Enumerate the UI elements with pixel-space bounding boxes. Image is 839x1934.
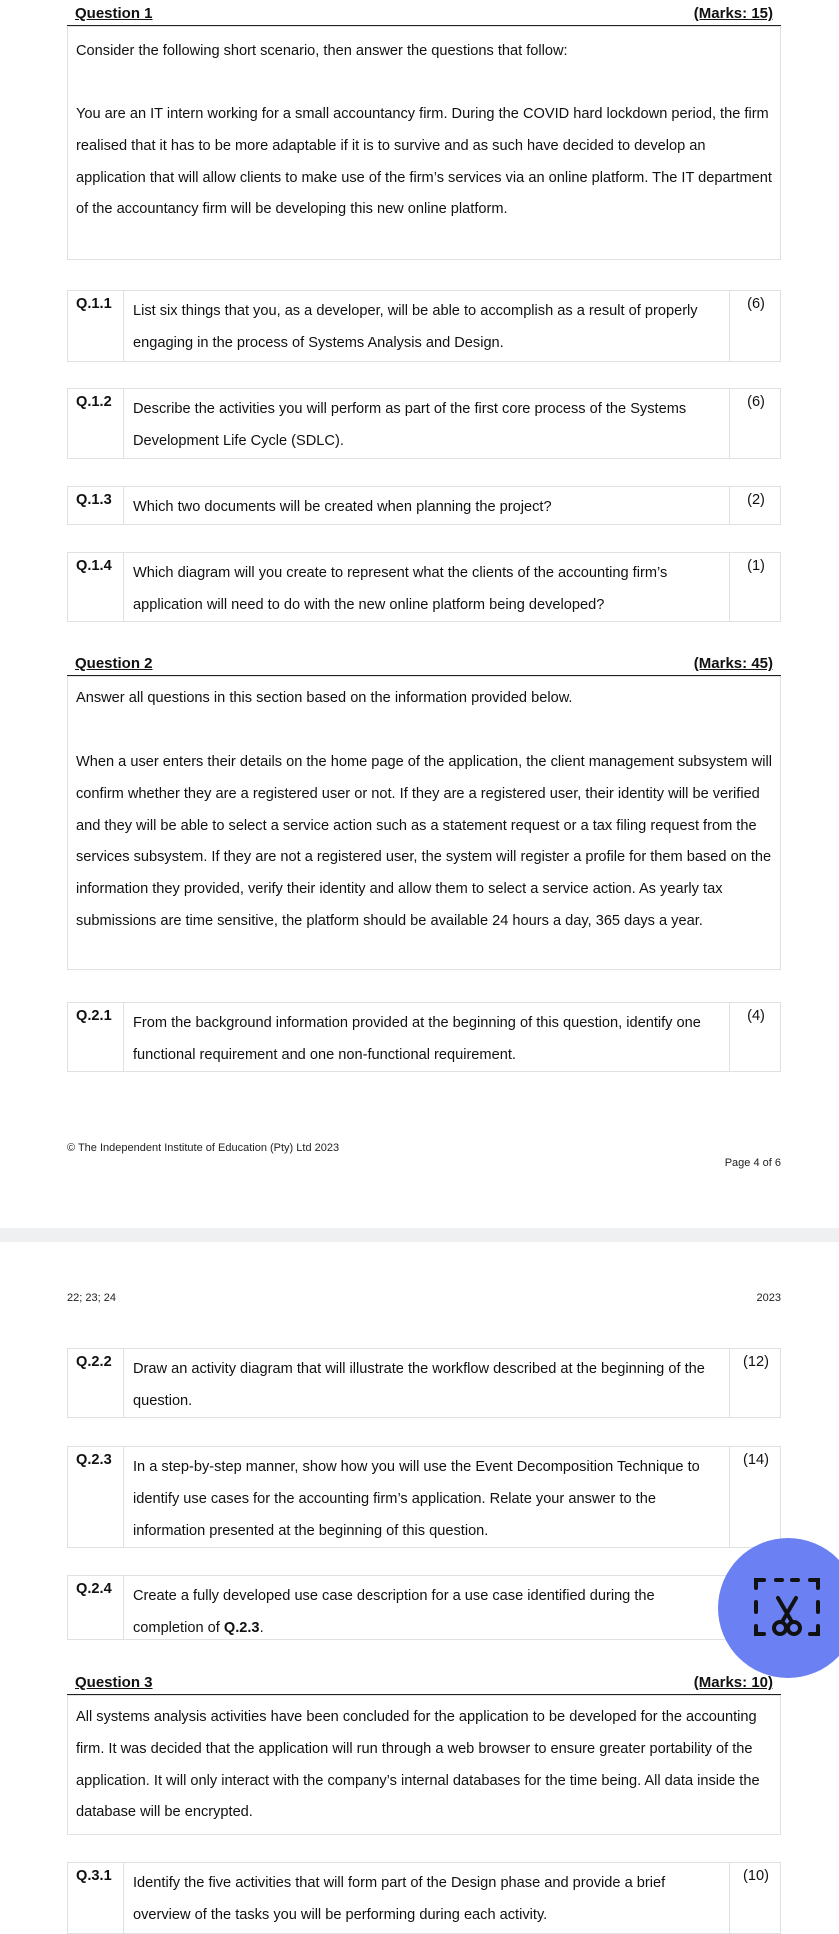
question-1-title: Question 1	[75, 5, 153, 22]
question-number: Q.1.2	[76, 394, 112, 410]
question-row-q-1-4	[67, 552, 781, 622]
question-number: Q.2.3	[76, 1452, 112, 1468]
question-text: Describe the activities you will perform as part of the first core process of the Systems Development Life Cycle (SDLC).	[133, 401, 687, 449]
question-3-header	[67, 1673, 781, 1695]
question-marks: (6)	[747, 296, 765, 312]
question-marks: (14)	[743, 1452, 769, 1468]
question-1-scenario: You are an IT intern working for a small accountancy firm. During the COVID hard lockdown period, the firm realised that it has to be more adaptable if it is to survive and as such have decided to develop an application that will allow clients to make use of the firm’s services via an online platform. The IT department of the accountancy firm will be developing this new online platform.	[76, 106, 772, 218]
question-text-prefix: Create a fully developed use case description for a use case identified during the completion of	[133, 1588, 655, 1636]
question-number: Q.3.1	[76, 1868, 112, 1884]
question-marks: (4)	[747, 1008, 765, 1024]
question-number: Q.2.4	[76, 1581, 112, 1597]
header-codes: 22; 23; 24	[67, 1292, 116, 1304]
question-marks: (12)	[743, 1354, 769, 1370]
question-2-header	[67, 654, 781, 676]
question-row-q-2-3	[67, 1446, 781, 1548]
question-2-marks: (Marks: 45)	[693, 655, 773, 672]
screenshot-scissors-icon	[752, 1574, 824, 1642]
question-text-suffix: .	[259, 1619, 264, 1636]
question-text: In a step-by-step manner, show how you will use the Event Decomposition Technique to identify use cases for the accounting firm’s application. Relate your answer to the information presented at the beginning of this question.	[133, 1459, 700, 1539]
footer-copyright: © The Independent Institute of Education (Pty) Ltd 2023	[67, 1142, 340, 1154]
question-row-q-1-3	[67, 486, 781, 525]
question-marks: (2)	[747, 492, 765, 508]
question-marks: (6)	[747, 394, 765, 410]
question-3-marks: (Marks: 10)	[693, 1674, 773, 1691]
question-2-title: Question 2	[75, 655, 153, 672]
question-1-marks: (Marks: 15)	[693, 5, 773, 22]
question-marks: (10)	[743, 1868, 769, 1884]
question-1-header	[67, 4, 781, 26]
question-text: From the background information provided at the beginning of this question, identify one functional requirement and one non-functional requirement.	[133, 1015, 701, 1063]
question-row-q-3-1	[67, 1862, 781, 1934]
question-number: Q.1.3	[76, 492, 112, 508]
question-number: Q.1.1	[76, 296, 112, 312]
question-text: Draw an activity diagram that will illustrate the workflow described at the beginning of the question.	[133, 1361, 705, 1409]
question-row-q-2-4	[67, 1575, 781, 1640]
question-text	[133, 1581, 718, 1645]
question-text: Which two documents will be created when planning the project?	[133, 499, 552, 515]
question-number: Q.2.1	[76, 1008, 112, 1024]
question-text: Identify the five activities that will form part of the Design phase and provide a brief overview of the tasks you will be performing during each activity.	[133, 1875, 666, 1923]
question-row-q-1-2	[67, 388, 781, 459]
question-row-q-2-2	[67, 1348, 781, 1418]
question-row-q-1-1	[67, 290, 781, 362]
question-2-instruction: Answer all questions in this section based on the information provided below.	[76, 690, 573, 706]
footer-page-number: Page 4 of 6	[724, 1157, 781, 1169]
question-reference: Q.2.3	[223, 1619, 260, 1636]
question-marks: (1)	[747, 558, 765, 574]
page-separator	[0, 1228, 839, 1242]
question-text: List six things that you, as a developer, will be able to accomplish as a result of properly engaging in the process of Systems Analysis and Design.	[133, 303, 698, 351]
question-row-q-2-1	[67, 1002, 781, 1072]
question-number: Q.1.4	[76, 558, 112, 574]
question-3-title: Question 3	[75, 1674, 153, 1691]
header-year: 2023	[756, 1292, 781, 1304]
question-number: Q.2.2	[76, 1354, 112, 1370]
question-2-scenario: When a user enters their details on the home page of the application, the client management subsystem will confirm whether they are a registered user or not. If they are a registered user, their identity will be verified and they will be able to select a service action such as a statement request or a tax filing request from the services subsystem. If they are not a registered user, the system will register a profile for them based on the information they provided, verify their identity and allow them to select a service action. As yearly tax submissions are time sensitive, the platform should be available 24 hours a day, 365 days a year.	[76, 754, 773, 929]
question-1-instruction: Consider the following short scenario, then answer the questions that follow:	[76, 43, 568, 59]
question-3-scenario: All systems analysis activities have been concluded for the application to be developed for the accounting firm. It was decided that the application will run through a web browser to ensure greater portability of the application. It will only interact with the company’s internal databases for the time being. All data inside the database will be encrypted.	[76, 1709, 760, 1821]
question-text: Which diagram will you create to represent what the clients of the accounting firm’s application will need to do with the new online platform being developed?	[133, 565, 668, 613]
